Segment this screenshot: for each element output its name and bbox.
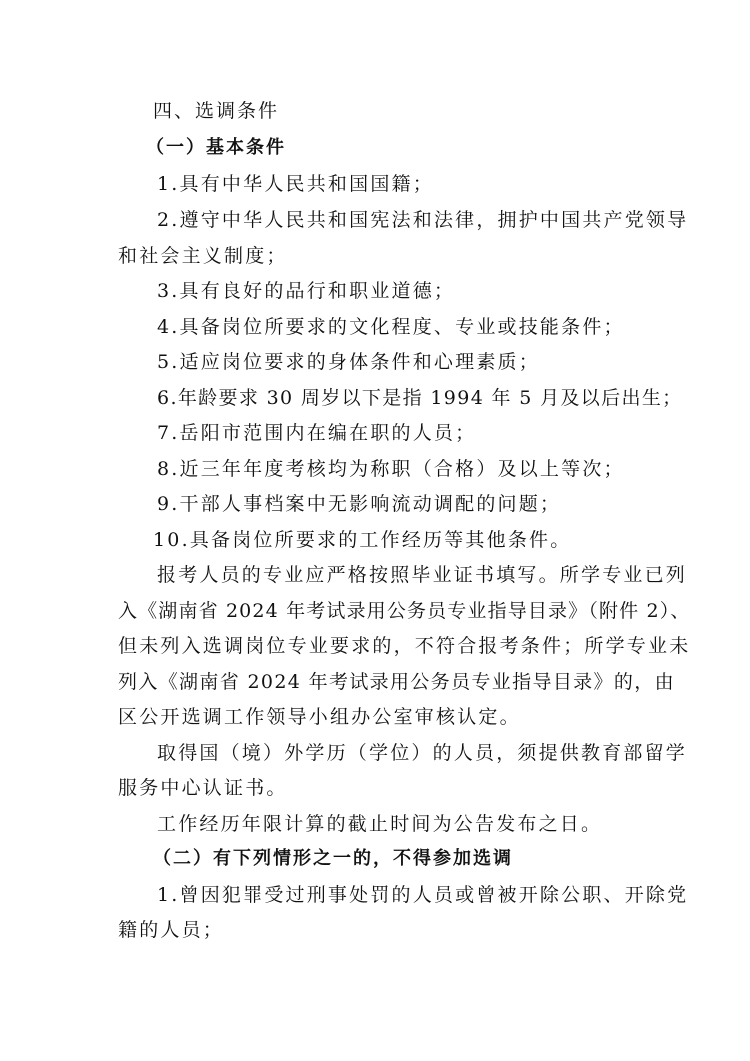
paragraph-line: 报考人员的专业应严格按照毕业证书填写。所学专业已列	[157, 564, 688, 586]
paragraph-line: 但未列入选调岗位专业要求的，不符合报考条件；所学专业未	[118, 635, 691, 657]
paragraph-line: 8.近三年年度考核均为称职（合格）及以上等次；	[157, 458, 625, 480]
paragraph-line: 9.干部人事档案中无影响流动调配的问题；	[157, 493, 562, 515]
subsection-heading: （一）基本条件	[146, 137, 286, 158]
paragraph-line: 2.遵守中华人民共和国宪法和法律，拥护中国共产党领导	[157, 209, 689, 231]
paragraph-line: 4.具备岗位所要求的文化程度、专业或技能条件；	[157, 316, 625, 338]
paragraph-line: 和社会主义制度；	[118, 245, 288, 267]
paragraph-line: 5.适应岗位要求的身体条件和心理素质；	[157, 351, 540, 373]
paragraph-line: 列入《湖南省 2024 年考试录用公务员专业指导目录》的，由	[118, 671, 675, 693]
paragraph-line: 1.具有中华人民共和国国籍；	[157, 173, 434, 195]
paragraph-line: 3.具有良好的品行和职业道德；	[157, 280, 456, 302]
paragraph-line: 工作经历年限计算的截止时间为公告发布之日。	[157, 813, 603, 835]
paragraph-line: 1.曾因犯罪受过刑事处罚的人员或曾被开除公职、开除党	[157, 884, 689, 906]
paragraph-line: 7.岳阳市范围内在编在职的人员；	[157, 422, 477, 444]
paragraph-line: 入《湖南省 2024 年考试录用公务员专业指导目录》（附件 2）、	[118, 600, 691, 622]
paragraph-line: 服务中心认证书。	[118, 777, 288, 799]
section-heading: 四、选调条件	[153, 100, 280, 122]
paragraph-line: 10.具备岗位所要求的工作经历等其他条件。	[153, 529, 572, 551]
subsection-heading: （二）有下列情形之一的，不得参加选调	[153, 848, 513, 869]
paragraph-line: 籍的人员；	[118, 919, 225, 941]
paragraph-line: 区公开选调工作领导小组办公室审核认定。	[118, 706, 521, 728]
paragraph-line: 取得国（境）外学历（学位）的人员，须提供教育部留学	[157, 742, 688, 764]
paragraph-line: 6.年龄要求 30 周岁以下是指 1994 年 5 月及以后出生；	[157, 387, 683, 409]
